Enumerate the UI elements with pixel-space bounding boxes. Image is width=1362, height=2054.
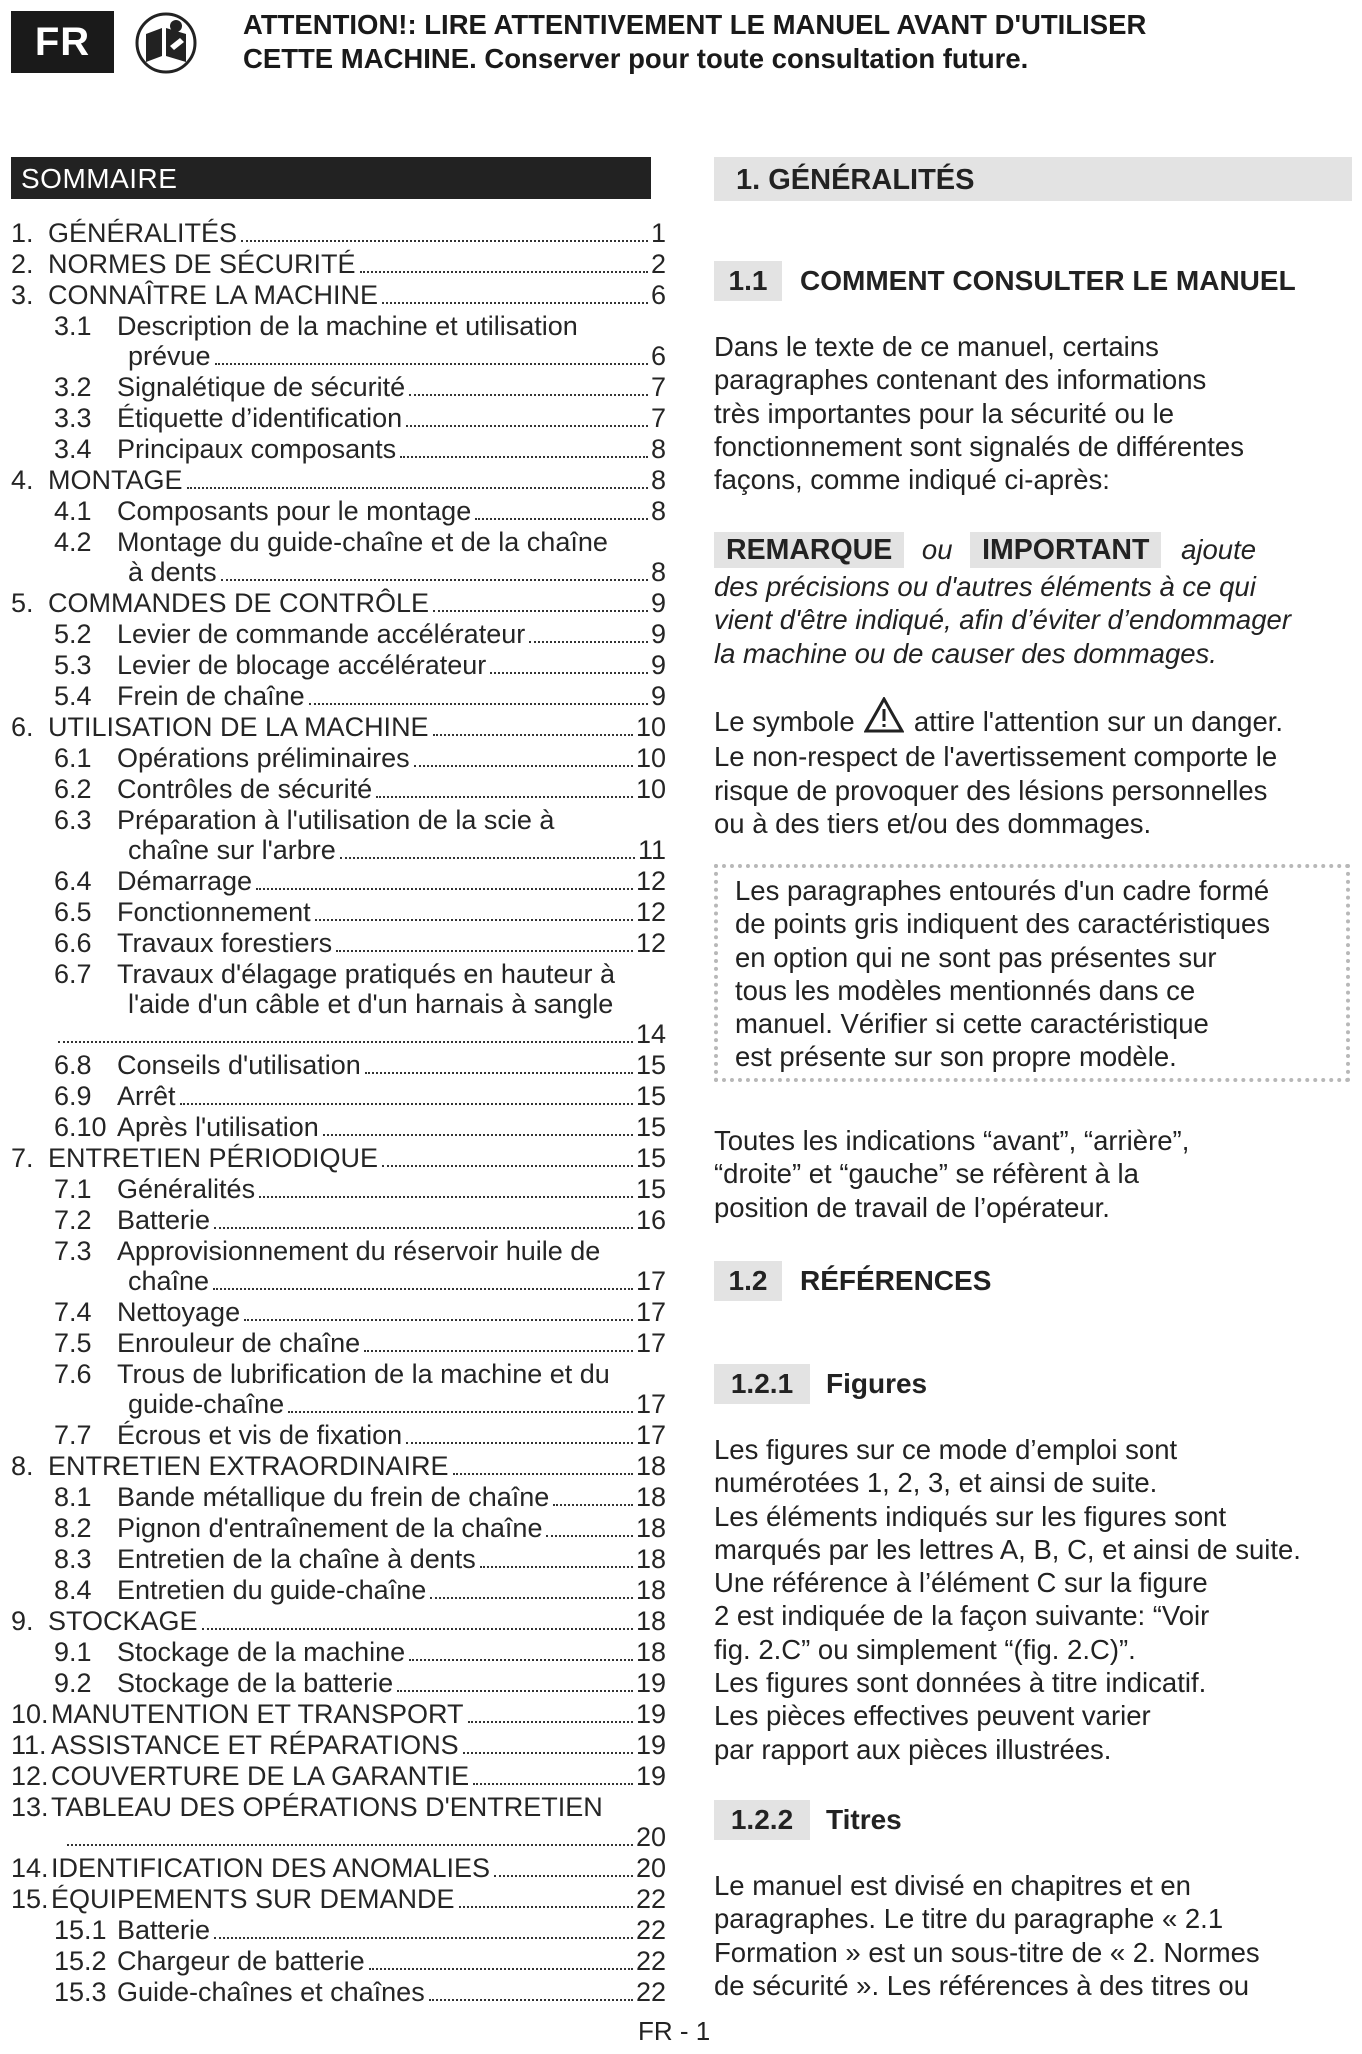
toc-entry[interactable] xyxy=(11,527,666,588)
toc-entry-title: Travaux d'élagage pratiqués en hauteur à xyxy=(117,959,615,989)
toc-entry-number: 5.4 xyxy=(54,681,92,711)
toc-entry[interactable] xyxy=(11,774,666,805)
toc-entry-title: Après l'utilisation xyxy=(117,1112,319,1142)
toc-entry-title: Conseils d'utilisation xyxy=(117,1050,361,1080)
toc-entry-title: IDENTIFICATION DES ANOMALIES xyxy=(51,1853,491,1883)
toc-dot-leader xyxy=(360,271,648,273)
toc-entry-number: 7.6 xyxy=(54,1359,92,1389)
toc-entry-title: Description de la machine et utilisation xyxy=(117,311,578,341)
subsection-1-2-1-number: 1.2.1 xyxy=(714,1364,810,1404)
toc-entry[interactable] xyxy=(11,1143,666,1174)
toc-dot-leader xyxy=(214,1227,633,1229)
toc-entry-number: 13. xyxy=(11,1792,49,1822)
toc-dot-leader xyxy=(382,1165,633,1167)
toc-entry-page: 18 xyxy=(635,1513,666,1543)
toc-entry-page: 17 xyxy=(635,1297,666,1327)
toc-entry-number: 5.2 xyxy=(54,619,92,649)
toc-entry-number: 9.2 xyxy=(54,1668,92,1698)
toc-dot-leader xyxy=(409,1659,633,1661)
toc-entry-title: MONTAGE xyxy=(48,465,183,495)
toc-entry[interactable] xyxy=(11,712,666,743)
toc-entry-number: 3.4 xyxy=(54,434,92,464)
subsection-1-2-2-title: Titres xyxy=(826,1804,902,1835)
toc-entry-title: Levier de blocage accélérateur xyxy=(117,650,487,680)
toc-entry-title: Arrêt xyxy=(117,1081,176,1111)
toc-entry[interactable] xyxy=(11,866,666,897)
toc-entry-number: 3.1 xyxy=(54,311,92,341)
toc-entry-title: Opérations préliminaires xyxy=(117,743,410,773)
toc-entry-page: 8 xyxy=(650,496,666,526)
toc-entry[interactable] xyxy=(11,1637,666,1668)
toc-entry-title: Stockage de la batterie xyxy=(117,1668,394,1698)
toc-entry-page: 10 xyxy=(635,743,666,773)
toc-dot-leader xyxy=(459,1906,633,1908)
toc-entry-page: 15 xyxy=(635,1143,666,1173)
toc-entry-number: 6.4 xyxy=(54,866,92,896)
toc-entry[interactable] xyxy=(11,681,666,712)
toc-entry-page: 19 xyxy=(635,1761,666,1791)
remark-paragraph: REMARQUE ou IMPORTANT ajoute des précisions ou d'autres éléments à ce qui vient d'être indiqué, afin d’éviter d’endommager la machine ou de causer des dommages. xyxy=(714,534,1291,669)
toc-entry-number: 7.7 xyxy=(54,1420,92,1450)
toc-dot-leader xyxy=(490,672,648,674)
toc-heading: SOMMAIRE xyxy=(11,157,651,199)
toc-dot-leader xyxy=(397,1690,633,1692)
toc-entry-number: 6.7 xyxy=(54,959,92,989)
subsection-1-2-number: 1.2 xyxy=(714,1261,782,1301)
toc-entry[interactable] xyxy=(11,1236,666,1297)
toc-entry-number: 15.2 xyxy=(54,1946,107,1976)
toc-entry-number: 8.2 xyxy=(54,1513,92,1543)
titles-paragraph: Le manuel est divisé en chapitres et en paragraphes. Le titre du paragraphe « 2.1 Formation » est un sous-titre de « 2. Normes de sécurité ». Les références à des titres ou xyxy=(714,1870,1260,2001)
toc-dot-leader xyxy=(468,1721,633,1723)
toc-entry-number: 6.5 xyxy=(54,897,92,927)
toc-dot-leader xyxy=(365,1072,633,1074)
toc-entry-title: Trous de lubrification de la machine et du xyxy=(117,1359,610,1389)
toc-entry[interactable] xyxy=(11,1081,666,1112)
toc-dot-leader xyxy=(382,302,648,304)
toc-entry-number: 3.2 xyxy=(54,372,92,402)
toc-entry-title: Batterie xyxy=(117,1205,211,1235)
warning-triangle-icon xyxy=(864,697,904,740)
toc-entry-title: Contrôles de sécurité xyxy=(117,774,373,804)
position-paragraph: Toutes les indications “avant”, “arrière”, “droite” et “gauche” se réfèrent à la position de travail de l’opérateur. xyxy=(714,1125,1190,1223)
toc-dot-leader xyxy=(215,363,648,365)
toc-dot-leader xyxy=(546,1535,632,1537)
toc-entry[interactable] xyxy=(11,372,666,403)
toc-entry-page: 10 xyxy=(635,774,666,804)
toc-entry-title: MANUTENTION ET TRANSPORT xyxy=(51,1699,464,1729)
toc-entry-number: 1. xyxy=(11,218,34,248)
toc-entry-page: 12 xyxy=(635,897,666,927)
toc-entry-number: 7.3 xyxy=(54,1236,92,1266)
toc-entry[interactable] xyxy=(11,1699,666,1730)
toc-entry-page: 9 xyxy=(650,681,666,711)
toc-entry-title: Composants pour le montage xyxy=(117,496,472,526)
toc-entry[interactable] xyxy=(11,465,666,496)
toc-dot-leader xyxy=(429,1999,633,2001)
toc-entry[interactable] xyxy=(11,496,666,527)
figures-paragraph: Les figures sur ce mode d’emploi sont numérotées 1, 2, 3, et ainsi de suite. Les éléments indiqués sur les figures sont marqués par les lettres A, B, C, et ainsi de suite. Une référence à l’élément C sur la figure 2 est indiquée de la façon suivante: “Voir fig. 2.C” ou simplement “(fig. 2.C)”. Les figures sont données à titre indicatif. Les pièces effectives peuvent varier par rapport aux pièces illustrées. xyxy=(714,1434,1301,1765)
toc-dot-leader xyxy=(473,1783,633,1785)
toc-entry[interactable] xyxy=(11,928,666,959)
toc-entry-number: 2. xyxy=(11,249,34,279)
toc-entry-number: 9. xyxy=(11,1606,34,1636)
toc-entry-number: 8. xyxy=(11,1451,34,1481)
toc-entry-page: 18 xyxy=(635,1544,666,1574)
toc-entry-number: 15.3 xyxy=(54,1977,107,2007)
toc-entry-title: Chargeur de batterie xyxy=(117,1946,365,1976)
toc-entry-page: 22 xyxy=(635,1915,666,1945)
toc-entry[interactable] xyxy=(11,218,666,249)
toc-entry-page: 10 xyxy=(635,712,666,742)
toc-entry-number: 8.4 xyxy=(54,1575,92,1605)
toc-entry[interactable] xyxy=(11,650,666,681)
page-number: FR - 1 xyxy=(638,2016,711,2046)
toc-entry-page: 11 xyxy=(637,835,666,865)
toc-entry-title: Bande métallique du frein de chaîne xyxy=(117,1482,550,1512)
toc-entry-title: NORMES DE SÉCURITÉ xyxy=(48,249,356,279)
toc-entry-title: Montage du guide-chaîne et de la chaîne xyxy=(117,527,608,557)
toc-dot-leader xyxy=(244,1319,633,1321)
toc-dot-leader xyxy=(259,1196,633,1198)
toc-entry-title: guide-chaîne xyxy=(128,1389,285,1419)
toc-entry-number: 7. xyxy=(11,1143,34,1173)
toc-entry-number: 6. xyxy=(11,712,34,742)
toc-entry[interactable] xyxy=(11,1205,666,1236)
manual-book-icon xyxy=(132,12,200,74)
toc-entry-number: 15. xyxy=(11,1884,49,1914)
toc-entry-title: prévue xyxy=(128,341,211,371)
toc-entry-page: 22 xyxy=(635,1977,666,2007)
table-of-contents xyxy=(11,218,666,2008)
toc-entry[interactable] xyxy=(11,1884,666,1915)
toc-entry-page: 7 xyxy=(650,403,666,433)
toc-entry-page: 19 xyxy=(635,1699,666,1729)
toc-entry[interactable] xyxy=(11,897,666,928)
toc-entry-page: 15 xyxy=(635,1050,666,1080)
toc-entry-page: 9 xyxy=(650,619,666,649)
toc-entry-page: 8 xyxy=(650,434,666,464)
toc-dot-leader xyxy=(553,1504,633,1506)
toc-entry[interactable] xyxy=(11,1050,666,1081)
toc-entry-title: TABLEAU DES OPÉRATIONS D'ENTRETIEN xyxy=(51,1792,603,1822)
toc-entry[interactable] xyxy=(11,1544,666,1575)
toc-dot-leader xyxy=(433,610,648,612)
toc-entry[interactable] xyxy=(11,1575,666,1606)
toc-entry-page: 6 xyxy=(650,341,666,371)
toc-dot-leader xyxy=(288,1411,633,1413)
toc-entry-page: 17 xyxy=(635,1328,666,1358)
subsection-1-2-title: RÉFÉRENCES xyxy=(800,1265,992,1296)
toc-entry-page: 20 xyxy=(635,1853,666,1883)
toc-entry-number: 4.1 xyxy=(54,496,92,526)
toc-entry-title: Étiquette d’identification xyxy=(117,403,403,433)
toc-dot-leader xyxy=(315,919,633,921)
toc-entry-page: 14 xyxy=(635,1019,666,1049)
toc-entry[interactable] xyxy=(11,588,666,619)
toc-entry-page: 17 xyxy=(635,1266,666,1296)
toc-entry-title: Fonctionnement xyxy=(117,897,311,927)
toc-entry-title: COMMANDES DE CONTRÔLE xyxy=(48,588,430,618)
toc-dot-leader xyxy=(494,1875,633,1877)
toc-entry-page: 18 xyxy=(635,1451,666,1481)
toc-entry-page: 15 xyxy=(635,1112,666,1142)
toc-entry-page: 12 xyxy=(635,866,666,896)
toc-dot-leader xyxy=(369,1968,633,1970)
toc-entry-title: Enrouleur de chaîne xyxy=(117,1328,361,1358)
toc-entry[interactable] xyxy=(11,1112,666,1143)
toc-entry-number: 4. xyxy=(11,465,34,495)
toc-entry-page: 12 xyxy=(635,928,666,958)
toc-entry-title: chaîne sur l'arbre xyxy=(128,835,336,865)
toc-entry-title: Levier de commande accélérateur xyxy=(117,619,526,649)
toc-entry-number: 6.3 xyxy=(54,805,92,835)
toc-entry-page: 1 xyxy=(650,218,666,248)
toc-entry-title: Entretien de la chaîne à dents xyxy=(117,1544,476,1574)
toc-entry-page: 22 xyxy=(635,1946,666,1976)
toc-entry[interactable] xyxy=(11,1513,666,1544)
toc-entry-page: 8 xyxy=(650,465,666,495)
toc-dot-leader xyxy=(406,425,648,427)
subsection-1-2-1-title: Figures xyxy=(826,1368,928,1399)
toc-entry-page: 18 xyxy=(635,1482,666,1512)
toc-entry[interactable] xyxy=(11,1668,666,1699)
toc-entry-number: 15.1 xyxy=(54,1915,107,1945)
toc-entry-title: GÉNÉRALITÉS xyxy=(48,218,238,248)
toc-entry-page: 15 xyxy=(635,1174,666,1204)
toc-entry[interactable] xyxy=(11,403,666,434)
toc-entry-number: 6.1 xyxy=(54,743,92,773)
toc-entry-title: Travaux forestiers xyxy=(117,928,333,958)
toc-entry-page: 18 xyxy=(635,1575,666,1605)
toc-entry-number: 3.3 xyxy=(54,403,92,433)
toc-entry-title: chaîne xyxy=(128,1266,210,1296)
toc-dot-leader xyxy=(480,1566,633,1568)
toc-dot-leader xyxy=(323,1134,633,1136)
toc-dot-leader xyxy=(430,1597,633,1599)
toc-entry[interactable] xyxy=(11,280,666,311)
toc-entry-page: 18 xyxy=(635,1606,666,1636)
toc-entry-title: Guide-chaînes et chaînes xyxy=(117,1977,425,2007)
toc-entry[interactable] xyxy=(11,1606,666,1637)
toc-dot-leader xyxy=(67,1844,633,1846)
toc-entry[interactable] xyxy=(11,1328,666,1359)
toc-entry-number: 6.8 xyxy=(54,1050,92,1080)
toc-entry-page: 20 xyxy=(635,1822,666,1852)
subsection-1-1-number: 1.1 xyxy=(714,261,782,301)
toc-entry-number: 7.2 xyxy=(54,1205,92,1235)
toc-entry[interactable] xyxy=(11,1792,666,1853)
toc-entry-number: 12. xyxy=(11,1761,49,1791)
toc-entry-title: Généralités xyxy=(117,1174,256,1204)
section-title: 1. GÉNÉRALITÉS xyxy=(714,157,1352,201)
toc-entry-number: 3. xyxy=(11,280,34,310)
toc-entry-title: Écrous et vis de fixation xyxy=(117,1420,403,1450)
toc-entry-title: Frein de chaîne xyxy=(117,681,305,711)
toc-entry-title: ÉQUIPEMENTS SUR DEMANDE xyxy=(51,1884,455,1914)
toc-entry-page: 6 xyxy=(650,280,666,310)
symbol-paragraph: Le symbole attire l'attention sur un danger. Le non-respect de l'avertissement comporte le risque de provoquer des lésions personnelles ou à des tiers et/ou des dommages. xyxy=(714,697,1354,840)
toc-entry-number: 9.1 xyxy=(54,1637,92,1667)
toc-entry-number: 5. xyxy=(11,588,34,618)
toc-entry-title: Principaux composants xyxy=(117,434,397,464)
toc-entry[interactable] xyxy=(11,619,666,650)
toc-entry-title: Nettoyage xyxy=(117,1297,241,1327)
toc-dot-leader xyxy=(364,1350,633,1352)
toc-entry-number: 6.9 xyxy=(54,1081,92,1111)
toc-entry-page: 17 xyxy=(635,1389,666,1419)
toc-dot-leader xyxy=(187,487,648,489)
toc-entry-title: Stockage de la machine xyxy=(117,1637,406,1667)
toc-entry[interactable] xyxy=(11,1420,666,1451)
toc-entry[interactable] xyxy=(11,743,666,774)
toc-entry-title: ENTRETIEN PÉRIODIQUE xyxy=(48,1143,379,1173)
toc-dot-leader xyxy=(453,1473,633,1475)
toc-entry-title: Approvisionnement du réservoir huile de xyxy=(117,1236,601,1266)
toc-entry-number: 6.2 xyxy=(54,774,92,804)
toc-dot-leader xyxy=(376,796,633,798)
intro-paragraph: Dans le texte de ce manuel, certains paragraphes contenant des informations très importantes pour la sécurité ou le fonctionnement sont signalés de différentes façons, comme indiqué ci-après: xyxy=(714,331,1244,496)
toc-entry-number: 5.3 xyxy=(54,650,92,680)
attention-notice xyxy=(243,8,1283,76)
toc-entry-title: à dents xyxy=(128,557,217,587)
attention-line-2: CETTE MACHINE. Conserver pour toute consultation future. xyxy=(243,43,1029,74)
remarque-tag: REMARQUE xyxy=(714,532,904,568)
toc-entry[interactable] xyxy=(11,434,666,465)
toc-entry-number: 10. xyxy=(11,1699,49,1729)
toc-entry-number: 6.10 xyxy=(54,1112,107,1142)
toc-entry[interactable] xyxy=(11,1853,666,1884)
toc-entry[interactable] xyxy=(11,1451,666,1482)
toc-entry[interactable] xyxy=(11,249,666,280)
toc-dot-leader xyxy=(400,456,648,458)
toc-entry[interactable] xyxy=(11,1174,666,1205)
toc-dot-leader xyxy=(475,518,648,520)
toc-dot-leader xyxy=(529,641,648,643)
toc-entry[interactable] xyxy=(11,1297,666,1328)
toc-entry-title: ASSISTANCE ET RÉPARATIONS xyxy=(51,1730,459,1760)
toc-entry-page: 17 xyxy=(635,1420,666,1450)
toc-entry-number: 7.4 xyxy=(54,1297,92,1327)
toc-entry-number: 8.3 xyxy=(54,1544,92,1574)
toc-entry-page: 19 xyxy=(635,1730,666,1760)
toc-entry-number: 8.1 xyxy=(54,1482,92,1512)
toc-entry-number: 7.5 xyxy=(54,1328,92,1358)
toc-entry-title: CONNAÎTRE LA MACHINE xyxy=(48,280,379,310)
toc-dot-leader xyxy=(256,888,633,890)
toc-dot-leader xyxy=(336,950,633,952)
toc-entry-page: 7 xyxy=(650,372,666,402)
toc-entry[interactable] xyxy=(11,1730,666,1761)
toc-dot-leader xyxy=(309,703,648,705)
toc-dot-leader xyxy=(414,765,633,767)
toc-dot-leader xyxy=(180,1103,633,1105)
toc-entry-page: 9 xyxy=(650,588,666,618)
toc-entry-page: 9 xyxy=(650,650,666,680)
toc-dot-leader xyxy=(406,1442,633,1444)
toc-entry-number: 4.2 xyxy=(54,527,92,557)
attention-line-1: ATTENTION!: LIRE ATTENTIVEMENT LE MANUEL AVANT D'UTILISER xyxy=(243,9,1147,40)
boxed-paragraph: Les paragraphes entourés d'un cadre formé de points gris indiquent des caractéristiques en option qui ne sont pas présentes sur tous les modèles mentionnés dans ce manuel. Vérifier si cette caractéristique est présente sur son propre modèle. xyxy=(735,875,1271,1073)
toc-entry-page: 15 xyxy=(635,1081,666,1111)
toc-entry-title: Démarrage xyxy=(117,866,253,896)
toc-entry[interactable] xyxy=(11,1915,666,1946)
toc-entry-page: 19 xyxy=(635,1668,666,1698)
toc-entry-page: 8 xyxy=(650,557,666,587)
toc-dot-leader xyxy=(213,1288,633,1290)
toc-dot-leader xyxy=(58,1041,633,1043)
toc-entry-title: Préparation à l'utilisation de la scie à xyxy=(117,805,555,835)
toc-dot-leader xyxy=(241,240,648,242)
toc-dot-leader xyxy=(221,579,648,581)
toc-entry[interactable] xyxy=(11,1946,666,1977)
toc-entry-title: STOCKAGE xyxy=(48,1606,198,1636)
toc-entry[interactable] xyxy=(11,1977,666,2008)
language-badge: FR xyxy=(11,11,114,73)
toc-entry-title: Pignon d'entraînement de la chaîne xyxy=(117,1513,543,1543)
toc-entry-title: Signalétique de sécurité xyxy=(117,372,406,402)
toc-entry-page: 22 xyxy=(635,1884,666,1914)
toc-entry[interactable] xyxy=(11,1359,666,1420)
toc-entry-number: 7.1 xyxy=(54,1174,92,1204)
toc-entry-page: 18 xyxy=(635,1637,666,1667)
toc-dot-leader xyxy=(202,1628,633,1630)
toc-entry[interactable] xyxy=(11,1482,666,1513)
toc-entry[interactable] xyxy=(11,805,666,866)
subsection-1-1-title: COMMENT CONSULTER LE MANUEL xyxy=(800,265,1296,296)
toc-entry-title: Batterie xyxy=(117,1915,211,1945)
toc-entry-number: 6.6 xyxy=(54,928,92,958)
subsection-1-2-2-number: 1.2.2 xyxy=(714,1800,810,1840)
toc-dot-leader xyxy=(463,1752,633,1754)
toc-entry[interactable] xyxy=(11,959,666,1050)
toc-entry-number: 11. xyxy=(11,1730,47,1760)
toc-entry-title: UTILISATION DE LA MACHINE xyxy=(48,712,429,742)
toc-dot-leader xyxy=(214,1937,633,1939)
toc-entry-title: l'aide d'un câble et d'un harnais à sangle xyxy=(128,989,614,1019)
toc-entry-page: 2 xyxy=(650,249,666,279)
toc-entry[interactable] xyxy=(11,311,666,372)
toc-entry-page: 16 xyxy=(635,1205,666,1235)
toc-entry-title: ENTRETIEN EXTRAORDINAIRE xyxy=(48,1451,449,1481)
important-tag: IMPORTANT xyxy=(970,532,1161,568)
toc-entry-number: 14. xyxy=(11,1853,49,1883)
toc-entry-title: COUVERTURE DE LA GARANTIE xyxy=(51,1761,470,1791)
toc-dot-leader xyxy=(433,734,633,736)
toc-dot-leader xyxy=(409,394,648,396)
toc-entry-title: Entretien du guide-chaîne xyxy=(117,1575,427,1605)
toc-dot-leader xyxy=(340,857,635,859)
toc-entry[interactable] xyxy=(11,1761,666,1792)
